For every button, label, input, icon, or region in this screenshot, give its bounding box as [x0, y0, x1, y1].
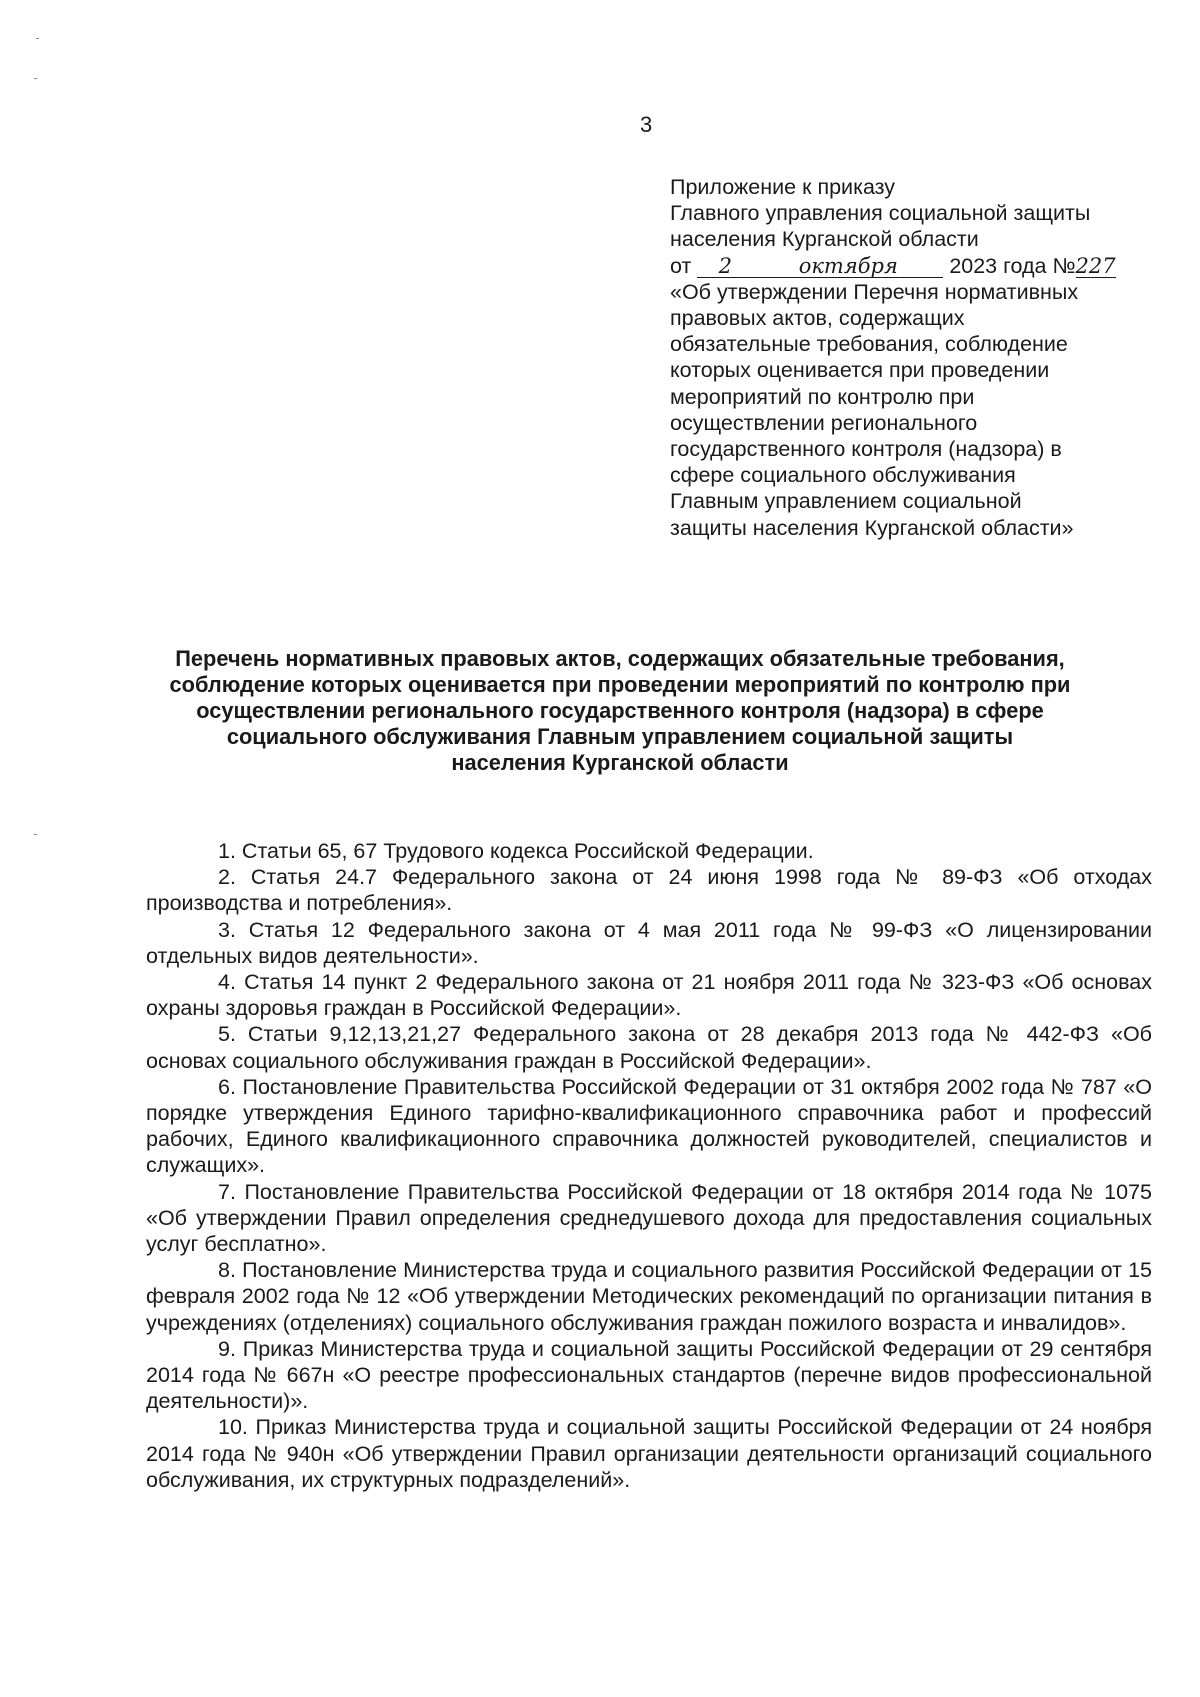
document-title: [120, 646, 1120, 776]
appendix-line: Приложение к приказу: [670, 175, 896, 199]
item-text: Приказ Министерства труда и социальной защиты Российской Федерации от 29 сентября 2014 года № 667н «О реестре профессиональных стандартов (перечне видов профессиональной деятельности)».: [146, 1336, 1152, 1414]
title-line: социального обслуживания Главным управлением социальной защиты: [226, 724, 1014, 749]
item-text: Статья 24.7 Федерального закона от 24 июня 1998 года № 89-ФЗ «Об отходах производства и потребления».: [146, 865, 1152, 916]
item-number: 5.: [218, 1022, 236, 1047]
item-text: Постановление Правительства Российской Федерации от 31 октября 2002 года № 787 «О порядке утверждения Единого тарифно-квалификационного справочника работ и профессий рабочих, Единого квалификационного справочника должностей руководителей, специалистов и служащих».: [146, 1074, 1152, 1178]
list-item: [146, 969, 1152, 1021]
item-text: Постановление Правительства Российской Федерации от 18 октября 2014 года № 1075 «Об утверждении Правил определения среднедушевого дохода для предоставления социальных услуг бесплатно».: [146, 1179, 1152, 1257]
item-number: 6.: [218, 1074, 236, 1099]
list-item: [146, 1414, 1152, 1493]
subject-line: которых оценивается при проведении: [670, 358, 1050, 383]
year-text: 2023 года №: [949, 253, 1076, 278]
list-item: [146, 917, 1152, 969]
item-text: Статьи 9,12,13,21,27 Федерального закона от 28 декабря 2013 года № 442-ФЗ «Об основах социального обслуживания граждан в Российской Федерации».: [146, 1022, 1152, 1073]
scan-speck: [34, 834, 37, 835]
subject-line: защиты населения Курганской области»: [670, 515, 1074, 540]
item-number: 8.: [218, 1258, 236, 1283]
handwritten-month: октября: [753, 256, 943, 278]
scan-speck: [36, 38, 39, 39]
subject-line: осуществлении регионального: [670, 410, 978, 435]
item-number: 2.: [218, 865, 236, 890]
subject-line: правовых актов, содержащих: [670, 306, 965, 331]
subject-line: сфере социального обслуживания: [670, 463, 1016, 488]
subject-line: обязательные требования, соблюдение: [670, 332, 1068, 357]
scan-speck: [34, 78, 37, 79]
title-line: осуществлении регионального государственного контроля (надзора) в сфере: [196, 698, 1044, 723]
item-text: Постановление Министерства труда и социального развития Российской Федерации от 15 февраля 2002 года № 12 «Об утверждении Методических рекомендаций по организации питания в учреждениях (отделениях) социального обслуживания граждан пожилого возраста и инвалидов».: [146, 1258, 1152, 1335]
item-text: Статья 12 Федерального закона от 4 мая 2011 года № 99-ФЗ «О лицензировании отдельных видов деятельности».: [146, 917, 1152, 968]
handwritten-day: 2: [697, 256, 753, 278]
list-item: [146, 864, 1152, 916]
appendix-line: Главного управления социальной защиты: [670, 201, 1091, 226]
order-date-line: [670, 253, 1170, 279]
list-item: [146, 1257, 1152, 1336]
item-number: 3.: [218, 917, 236, 942]
list-item: [146, 1074, 1152, 1179]
subject-line: «Об утверждении Перечня нормативных: [670, 279, 1079, 304]
subject-line: мероприятий по контролю при: [670, 384, 975, 409]
item-text: Статьи 65, 67 Трудового кодекса Российской Федерации.: [241, 839, 814, 863]
item-number: 4.: [218, 970, 236, 995]
acts-list: [146, 838, 1152, 1493]
date-prefix: от: [670, 253, 692, 278]
handwritten-order-number: 227: [1075, 253, 1116, 278]
title-line: Перечень нормативных правовых актов, содержащих обязательные требования,: [175, 646, 1065, 671]
item-text: Приказ Министерства труда и социальной защиты Российской Федерации от 24 ноября 2014 года № 940н «Об утверждении Правил организации деятельности организаций социального обслуживания, их структурных подразделений».: [146, 1415, 1152, 1492]
title-line: соблюдение которых оценивается при проведении мероприятий по контролю при: [169, 672, 1071, 697]
appendix-line: населения Курганской области: [670, 227, 979, 252]
subject-line: государственного контроля (надзора) в: [670, 437, 1062, 462]
item-number: 10.: [218, 1415, 248, 1440]
appendix-block: [670, 174, 1170, 541]
subject-line: Главным управлением социальной: [670, 489, 1022, 514]
title-line: населения Курганской области: [451, 750, 789, 775]
item-number: 1.: [218, 839, 236, 863]
list-item: [146, 838, 1152, 864]
list-item: [146, 1336, 1152, 1415]
list-item: [146, 1179, 1152, 1258]
item-number: 7.: [218, 1179, 236, 1204]
item-number: 9.: [218, 1336, 236, 1361]
page-number: 3: [640, 112, 653, 137]
item-text: Статья 14 пункт 2 Федерального закона от 21 ноября 2011 года № 323-ФЗ «Об основах охраны здоровья граждан в Российской Федерации».: [146, 970, 1152, 1021]
list-item: [146, 1021, 1152, 1073]
